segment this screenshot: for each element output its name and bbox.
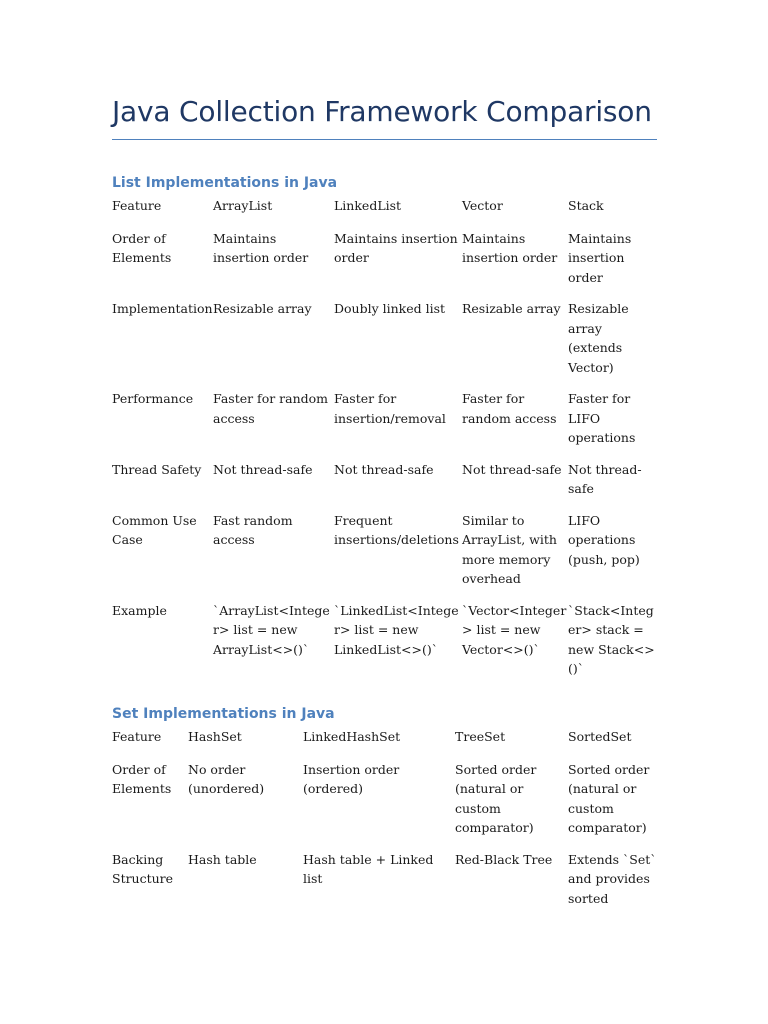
table-cell: Extends `Set` and provides sorted [568, 851, 657, 906]
column-header: Feature [112, 198, 162, 213]
table-cell: Similar to ArrayList, with more memory overhead [462, 512, 557, 586]
code-example-cell: `ArrayList<Integer> list = new ArrayList<>()` [213, 602, 330, 657]
code-example-cell: `Stack<Integer> stack = new Stack<>()` [568, 602, 655, 676]
feature-cell: Order of Elements [112, 230, 172, 265]
table-row [112, 850, 657, 921]
table-cell: Sorted order (natural or custom comparator) [568, 761, 650, 835]
table-row [112, 229, 657, 300]
title-underline [112, 139, 657, 140]
table-row [112, 760, 657, 850]
table-cell: No order (unordered) [188, 761, 265, 796]
table-cell: Hash table + Linked list [303, 851, 434, 886]
feature-cell: Implementation [112, 301, 213, 316]
table-cell: Not thread-safe [568, 461, 642, 496]
column-header: ArrayList [213, 198, 273, 213]
table-cell: Faster for insertion/removal [334, 391, 446, 426]
table-header-row [112, 196, 657, 229]
list-section-heading: List Implementations in Java [112, 175, 338, 191]
table-cell: Not thread-safe [213, 461, 313, 477]
column-header: HashSet [188, 729, 242, 744]
table-cell: Resizable array [213, 301, 312, 316]
table-header-row [112, 727, 657, 760]
code-example-cell: `Vector<Integer> list = new Vector<>()` [462, 602, 567, 657]
feature-cell: Performance [112, 391, 194, 406]
feature-cell: Example [112, 602, 167, 618]
table-cell: Doubly linked list [334, 301, 446, 316]
table-cell: Maintains insertion order [462, 230, 558, 265]
table-row [112, 389, 657, 460]
table-cell: Sorted order (natural or custom comparator) [455, 761, 537, 835]
table-cell: Faster for LIFO operations [568, 391, 636, 445]
column-header: SortedSet [568, 729, 632, 744]
list-comparison-table [112, 196, 657, 691]
code-example-cell: `LinkedList<Integer> list = new LinkedList<>()` [334, 602, 459, 657]
column-header: LinkedHashSet [303, 729, 401, 744]
table-cell: Not thread-safe [462, 461, 562, 477]
table-cell: Maintains insertion order [213, 230, 309, 265]
column-header: Vector [462, 198, 503, 213]
table-row [112, 460, 657, 511]
table-cell: Maintains insertion order [568, 230, 632, 285]
set-comparison-table [112, 727, 657, 920]
table-cell: Fast random access [213, 512, 293, 547]
table-cell: Faster for random access [213, 391, 329, 426]
column-header: TreeSet [455, 729, 506, 744]
document-title: Java Collection Framework Comparison [112, 95, 652, 128]
column-header: LinkedList [334, 198, 402, 213]
feature-cell: Backing Structure [112, 851, 174, 886]
table-row [112, 511, 657, 601]
column-header: Feature [112, 729, 162, 744]
feature-cell: Common Use Case [112, 512, 197, 547]
table-cell: Resizable array (extends Vector) [568, 301, 629, 375]
table-cell: Resizable array [462, 301, 561, 316]
table-cell: Insertion order (ordered) [303, 761, 400, 796]
table-cell: Maintains insertion order [334, 230, 458, 265]
table-cell: Faster for random access [462, 391, 557, 426]
table-cell: Hash table [188, 851, 257, 867]
table-cell: LIFO operations (push, pop) [568, 512, 640, 567]
table-cell: Frequent insertions/deletions [334, 512, 459, 547]
table-row [112, 601, 657, 691]
feature-cell: Order of Elements [112, 761, 172, 796]
feature-cell: Thread Safety [112, 461, 202, 477]
set-section-heading: Set Implementations in Java [112, 706, 335, 722]
table-row [112, 299, 657, 389]
table-cell: Not thread-safe [334, 461, 434, 477]
table-cell: Red-Black Tree [455, 851, 553, 867]
column-header: Stack [568, 198, 604, 213]
